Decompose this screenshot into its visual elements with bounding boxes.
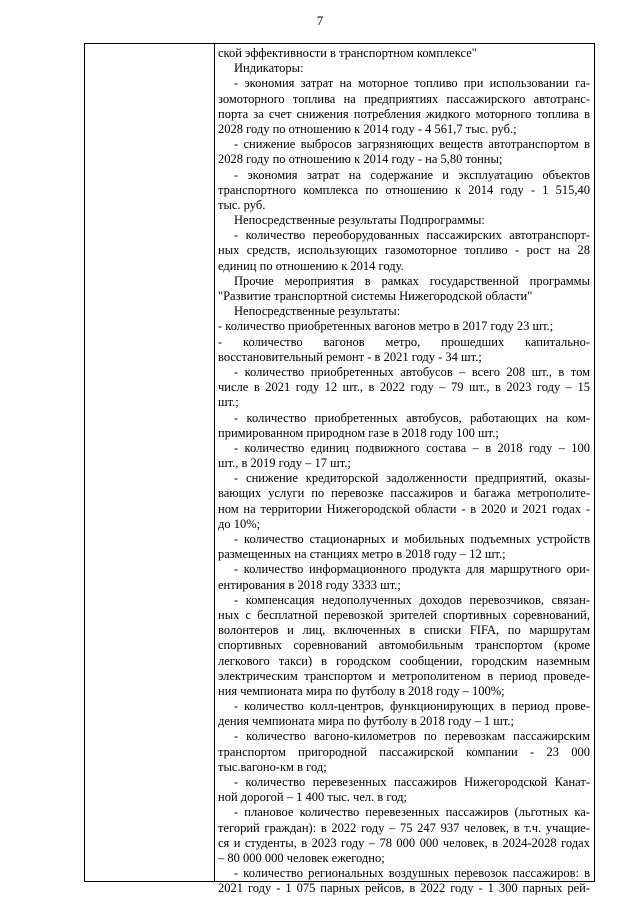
text-line: шт., в 2019 году – 17 шт.; xyxy=(218,456,351,471)
column-divider xyxy=(214,44,215,881)
text-line: единиц по отношению к 2014 году. xyxy=(218,258,404,273)
text-line: - количество перевезенных пассажиров Нижегородской Канат- xyxy=(234,775,590,789)
text-line: - компенсация недополученных доходов перевозчиков, связан- xyxy=(234,592,590,607)
text-line: числе в 2021 году 12 шт., в 2022 году – 79 шт., в 2023 году – 15 xyxy=(218,380,590,395)
text-line: 2021 году - 1 075 парных рейсов, в 2022 году - 1 300 парных рей- xyxy=(218,881,590,896)
text-line: зомоторного топлива на предприятиях пассажирского автотранс- xyxy=(218,91,590,106)
text-line: ном на территории Нижегородской области - в 2020 и 2021 годах - xyxy=(218,501,590,516)
text-line: шт.; xyxy=(218,395,239,410)
text-line: - плановое количество перевезенных пассажиров (льготных ка- xyxy=(234,805,590,820)
text-line: - экономия затрат на моторное топливо при использовании га- xyxy=(234,76,590,91)
text-line: порта за счет снижения потребления жидкого моторного топлива в xyxy=(218,106,590,121)
text-line: ния чемпионата мира по футболу в 2018 году – 100%; xyxy=(218,683,505,698)
text-line: - экономия затрат на содержание и эксплуатацию объектов xyxy=(234,167,590,182)
text-line: тегорий граждан): в 2022 году – 75 247 937 человек, в т.ч. учащие- xyxy=(218,820,590,835)
text-line: транспортом пригородной пассажирской компании - 23 000 xyxy=(218,744,590,759)
document-table xyxy=(84,43,595,896)
text-line: ской эффективности в транспортном комплексе" xyxy=(218,46,477,60)
text-line: - количество приобретенных автобусов, работающих на ком- xyxy=(234,410,590,425)
text-line: Непосредственные результаты: xyxy=(234,304,401,319)
text-line: - количество информационного продукта для маршрутного ори- xyxy=(234,562,590,577)
text-line: - количество приобретенных автобусов – всего 208 шт., в том xyxy=(234,364,590,379)
text-line: волонтеров и лиц, включенных в списки FIFA, по маршрутам xyxy=(218,623,590,638)
text-line: размещенных на станциях метро в 2018 году – 12 шт.; xyxy=(218,547,506,562)
text-line: тыс. руб. xyxy=(218,197,266,212)
text-line: легкового такси) в городском сообщении, городским наземным xyxy=(218,653,590,668)
text-line: ной дорогой – 1 400 тыс. чел. в год; xyxy=(218,790,407,805)
text-line: - снижение кредиторской задолженности предприятий, оказы- xyxy=(234,471,590,486)
table-text-cell xyxy=(218,46,590,897)
text-line: примированном природном газе в 2018 году 100 шт.; xyxy=(218,425,499,440)
table-left-cell xyxy=(85,44,214,881)
text-line: ных средств, использующих газомоторное топливо - рост на 28 xyxy=(218,243,590,258)
text-line: электрическим транспортом и метрополитеном в период проведе- xyxy=(218,668,590,683)
text-line: – 80 000 000 человек ежегодно; xyxy=(218,850,385,865)
text-line: "Развитие транспортной системы Нижегородской области" xyxy=(218,289,533,303)
text-line: Прочие мероприятия в рамках государственной программы xyxy=(234,273,590,288)
text-line: - количество вагоно-километров по перевозкам пассажирским xyxy=(234,729,590,744)
text-line: ных с бесплатной перевозкой зрителей спортивных соревнований, xyxy=(218,607,590,622)
text-line: ся и студенты, в 2023 году – 78 000 000 человек, в 2024-2028 годах xyxy=(218,835,590,850)
text-line: - количество единиц подвижного состава – в 2018 году – 100 xyxy=(234,440,590,455)
text-line: - снижение выбросов загрязняющих веществ автотранспортом в xyxy=(234,137,590,152)
text-line: - количество региональных воздушных перевозок пассажиров: в xyxy=(234,866,590,881)
text-line: 2028 году по отношению к 2014 году - 4 561,7 тыс. руб.; xyxy=(218,121,517,136)
text-line: восстановительный ремонт - в 2021 году - 34 шт.; xyxy=(218,349,482,364)
text-line: ентирования в 2018 году 3333 шт.; xyxy=(218,577,401,592)
text-line: до 10%; xyxy=(218,516,261,531)
text-line: 2028 году по отношению к 2014 году - на 5,80 тонны; xyxy=(218,152,503,167)
text-line: - количество вагонов метро, прошедших капитально- xyxy=(218,334,590,349)
text-line: - количество стационарных и мобильных подъемных устройств xyxy=(234,532,590,546)
text-line: - количество переоборудованных пассажирских автотранспорт- xyxy=(234,228,590,243)
text-line: Индикаторы: xyxy=(234,61,304,76)
text-line: вающих услуги по перевозке пассажиров и багажа метрополите- xyxy=(218,486,590,501)
text-line: дения чемпионата мира по футболу в 2018 году – 1 шт.; xyxy=(218,714,514,729)
text-line: Непосредственные результаты Подпрограммы: xyxy=(234,213,485,228)
page-number: 7 xyxy=(316,13,324,28)
text-line: спортивных соревнований автомобильным транспортом (кроме xyxy=(218,638,590,653)
text-line: тыс.вагоно-км в год; xyxy=(218,759,327,774)
text-line: транспортного комплекса по отношению к 2014 году - 1 515,40 xyxy=(218,182,590,197)
text-line: - количество приобретенных вагонов метро в 2017 году 23 шт.; xyxy=(218,319,554,334)
text-line: - количество колл-центров, функционирующих в период прове- xyxy=(234,699,590,714)
